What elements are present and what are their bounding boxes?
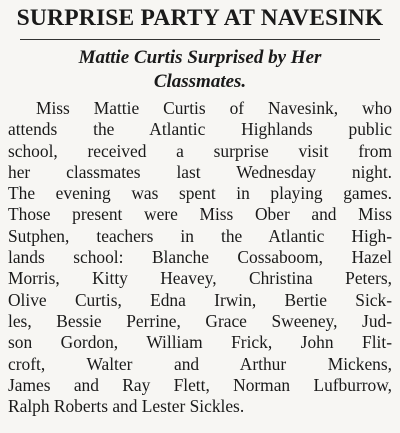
subheadline-line-2: Classmates. — [153, 71, 247, 92]
body-line: Ralph Roberts and Lester Sickles. — [8, 396, 245, 417]
body-line: les, Bessie Perrine, Grace Sweeney, Jud- — [8, 310, 392, 331]
body-line: croft, Walter and Arthur Mickens, — [8, 353, 392, 374]
article-headline: SURPRISE PARTY AT NAVESINK — [16, 5, 384, 31]
body-line: Those present were Miss Ober and Miss — [8, 204, 392, 225]
body-line: lands school: Blanche Cossaboom, Hazel — [8, 247, 392, 268]
body-line: James and Ray Flett, Norman Lufburrow, — [8, 374, 392, 395]
body-line: The evening was spent in playing games. — [8, 183, 392, 204]
headline-divider — [20, 39, 380, 40]
subheadline-line-1: Mattie Curtis Surprised by Her — [78, 47, 322, 68]
body-line: Miss Mattie Curtis of Navesink, who — [36, 98, 392, 118]
body-line: school, received a surprise visit from — [8, 140, 392, 161]
body-line: Morris, Kitty Heavey, Christina Peters, — [8, 268, 392, 289]
body-line: Sutphen, teachers in the Atlantic High- — [8, 225, 392, 246]
article-subheadline — [0, 46, 400, 94]
article-body — [8, 98, 392, 417]
body-line: son Gordon, William Frick, John Flit- — [8, 332, 392, 353]
body-line: her classmates last Wednesday night. — [8, 161, 392, 182]
body-line: Olive Curtis, Edna Irwin, Bertie Sick- — [8, 289, 392, 310]
body-line: attends the Atlantic Highlands public — [8, 119, 392, 140]
